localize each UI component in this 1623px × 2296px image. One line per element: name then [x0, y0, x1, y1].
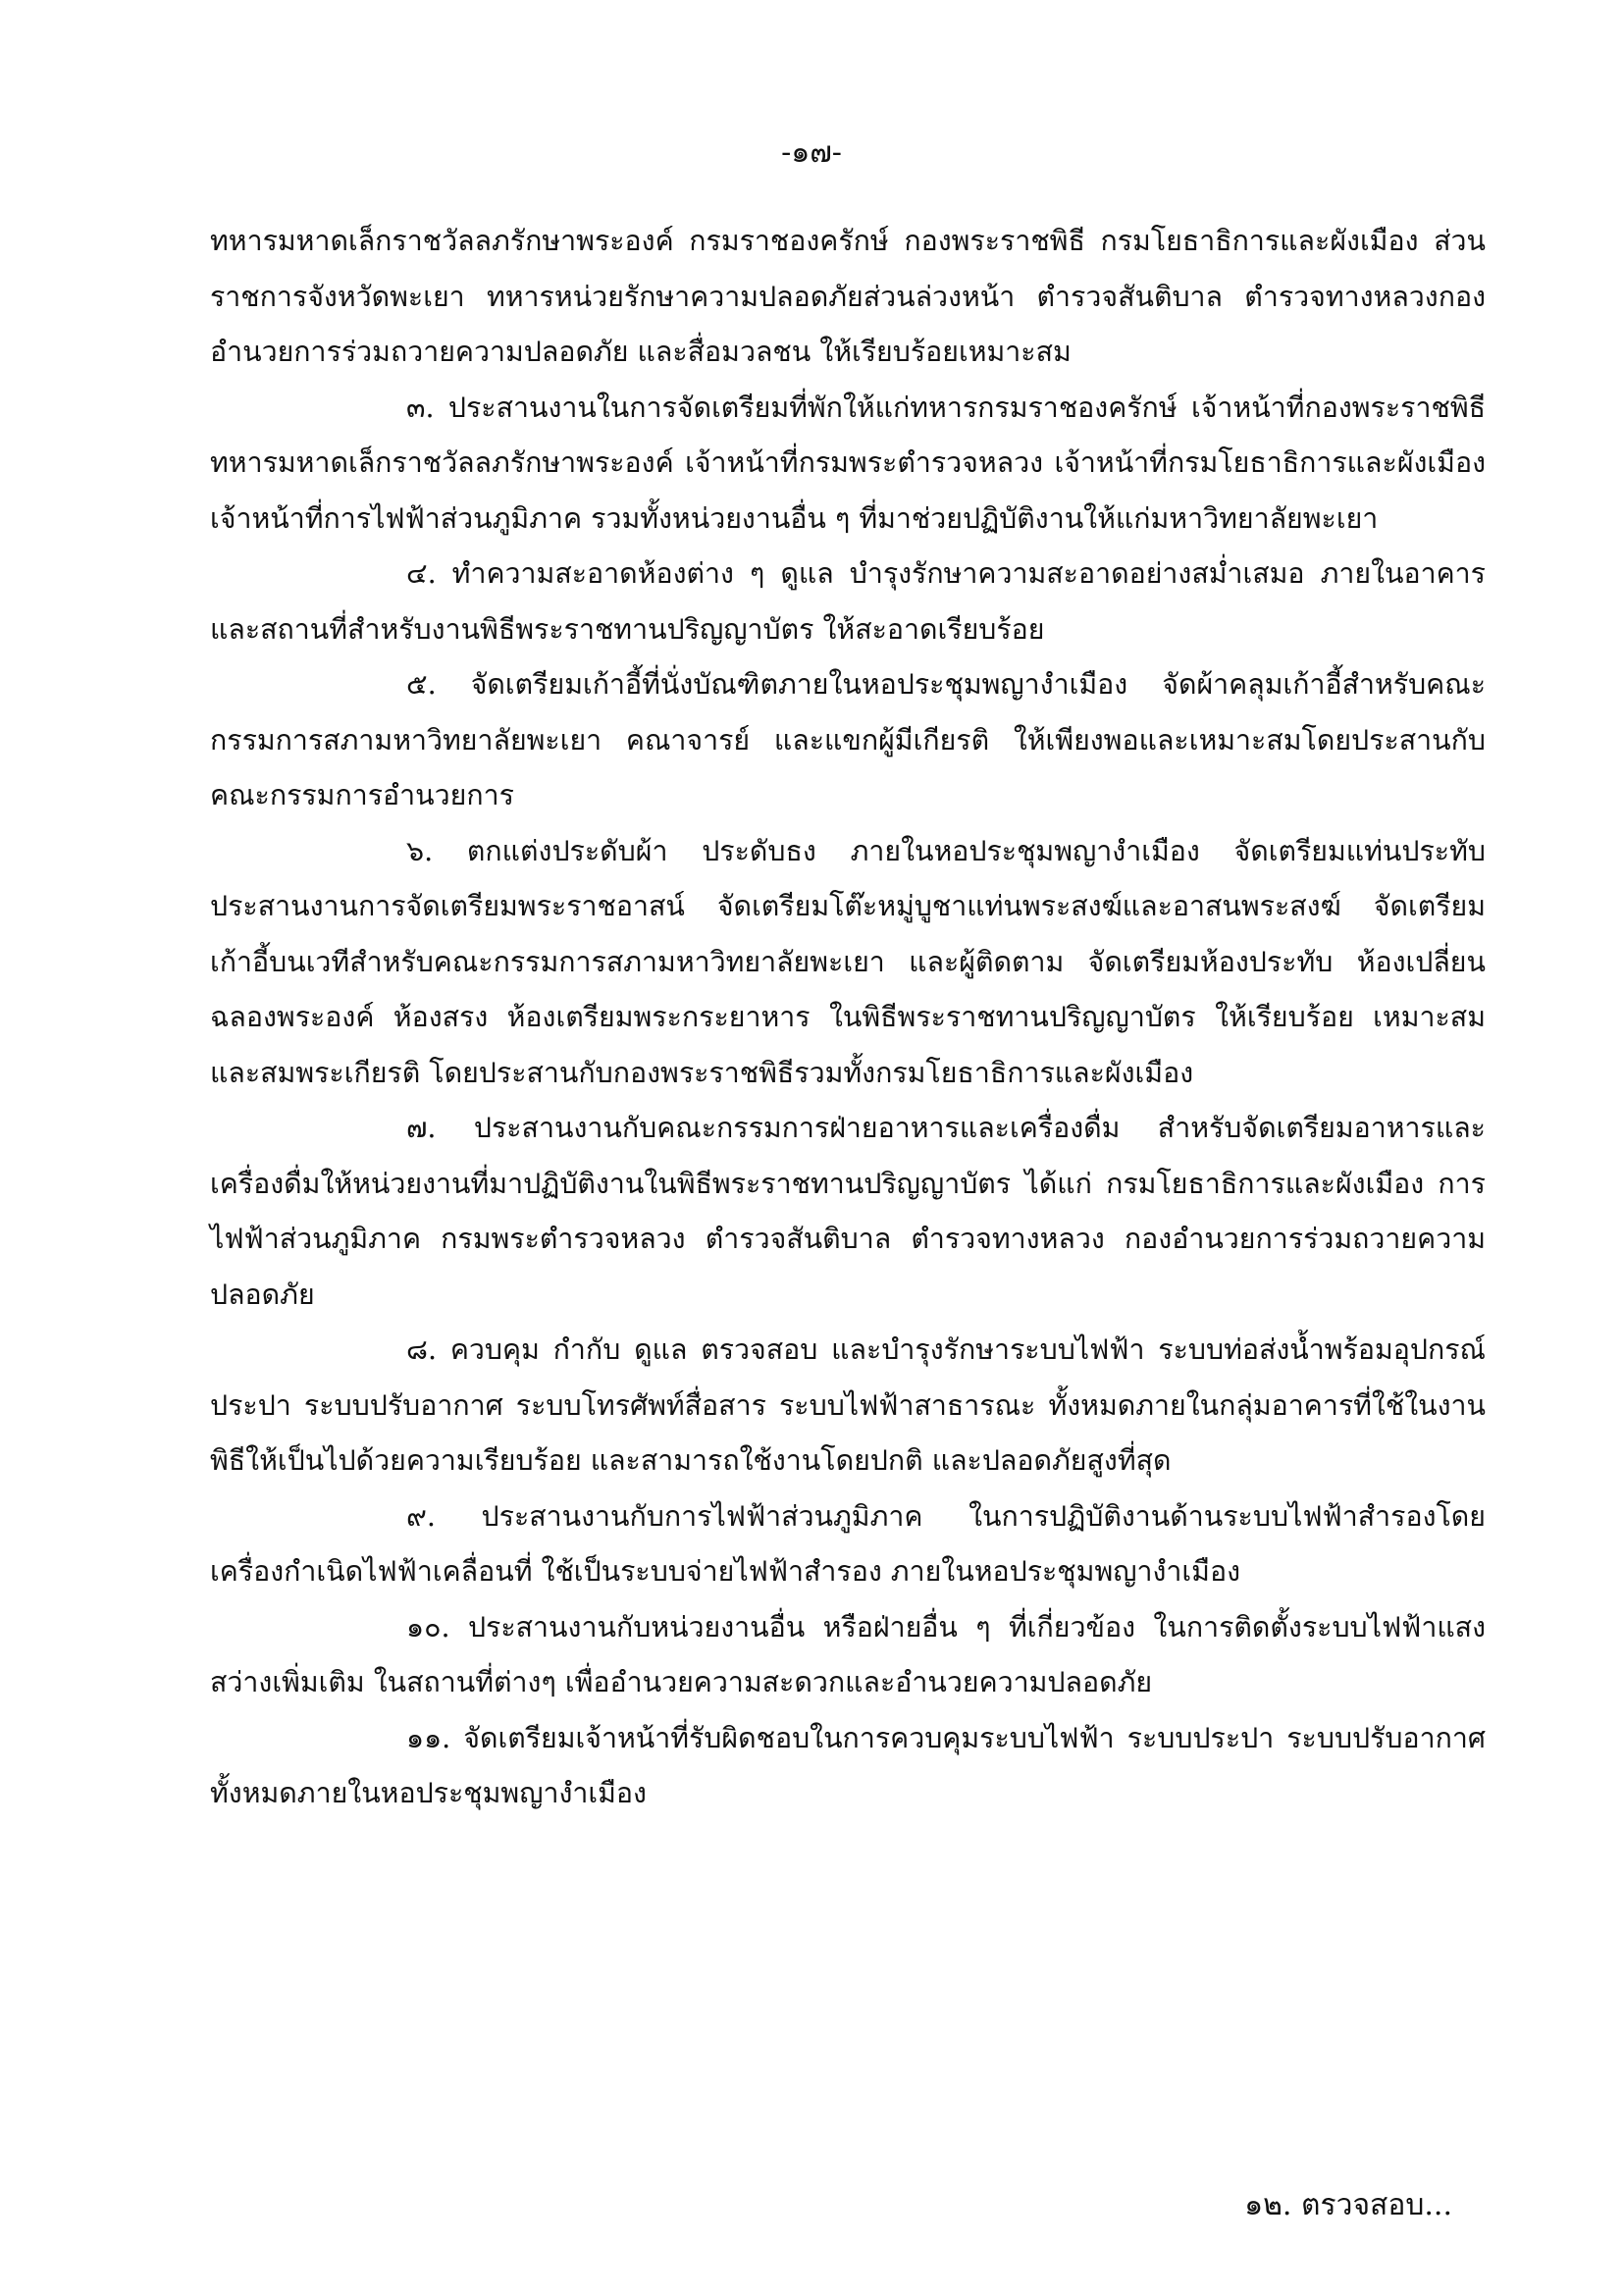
- paragraph-item-5: ๕. จัดเตรียมเก้าอี้ที่นั่งบัณฑิตภายในหอประชุมพญางำเมือง จัดผ้าคลุมเก้าอี้สำหรับคณะกรรมการสภามหาวิทยาลัยพะเยา คณาจารย์ และแขกผู้มีเกียรติ ให้เพียงพอและเหมาะสมโดยประสานกับคณะกรรมการอำนวยการ: [210, 668, 1486, 811]
- continuation-note: ๑๒. ตรวจสอบ...: [1244, 2188, 1452, 2222]
- paragraph-item-6: ๖. ตกแต่งประดับผ้า ประดับธง ภายในหอประชุมพญางำเมือง จัดเตรียมแท่นประทับ ประสานงานการจัดเตรียมพระราชอาสน์ จัดเตรียมโต๊ะหมู่บูชาแท่นพระสงฆ์และอาสนพระสงฆ์ จัดเตรียมเก้าอี้บนเวทีสำหรับคณะกรรมการสภามหาวิทยาลัยพะเยา และผู้ติดตาม จัดเตรียมห้องประทับ ห้องเปลี่ยนฉลองพระองค์ ห้องสรง ห้องเตรียมพระกระยาหาร ในพิธีพระราชทานปริญญาบัตร ให้เรียบร้อย เหมาะสม และสมพระเกียรติ โดยประสานกับกองพระราชพิธีรวมทั้งกรมโยธาธิการและผังเมือง: [210, 834, 1486, 1089]
- document-body: [210, 214, 1486, 1822]
- paragraph-item-11: ๑๑. จัดเตรียมเจ้าหน้าที่รับผิดชอบในการควบคุมระบบไฟฟ้า ระบบประปา ระบบปรับอากาศทั้งหมดภายในหอประชุมพญางำเมือง: [210, 1721, 1486, 1809]
- paragraph-item-4: ๔. ทำความสะอาดห้องต่าง ๆ ดูแล บำรุงรักษาความสะอาดอย่างสม่ำเสมอ ภายในอาคารและสถานที่สำหรับงานพิธีพระราชทานปริญญาบัตร ให้สะอาดเรียบร้อย: [210, 557, 1486, 646]
- paragraph-item-10: ๑๐. ประสานงานกับหน่วยงานอื่น หรือฝ่ายอื่น ๆ ที่เกี่ยวข้อง ในการติดตั้งระบบไฟฟ้าแสงสว่างเพิ่มเติม ในสถานที่ต่างๆ เพื่ออำนวยความสะดวกและอำนวยความปลอดภัย: [210, 1610, 1486, 1698]
- page-number: -๑๗-: [781, 135, 842, 170]
- paragraph-intro: ทหารมหาดเล็กราชวัลลภรักษาพระองค์ กรมราชองครักษ์ กองพระราชพิธี กรมโยธาธิการและผังเมือง ส่วนราชการจังหวัดพะเยา ทหารหน่วยรักษาความปลอดภัยส่วนล่วงหน้า ตำรวจสันติบาล ตำรวจทางหลวงกองอำนวยการร่วมถวายความปลอดภัย และสื่อมวลชน ให้เรียบร้อยเหมาะสม: [210, 225, 1486, 368]
- paragraph-item-9: ๙. ประสานงานกับการไฟฟ้าส่วนภูมิภาค ในการปฏิบัติงานด้านระบบไฟฟ้าสำรองโดยเครื่องกำเนิดไฟฟ้าเคลื่อนที่ ใช้เป็นระบบจ่ายไฟฟ้าสำรอง ภายในหอประชุมพญางำเมือง: [210, 1499, 1486, 1588]
- paragraph-item-8: ๘. ควบคุม กำกับ ดูแล ตรวจสอบ และบำรุงรักษาระบบไฟฟ้า ระบบท่อส่งน้ำพร้อมอุปกรณ์ประปา ระบบปรับอากาศ ระบบโทรศัพท์สื่อสาร ระบบไฟฟ้าสาธารณะ ทั้งหมดภายในกลุ่มอาคารที่ใช้ในงานพิธีให้เป็นไปด้วยความเรียบร้อย และสามารถใช้งานโดยปกติ และปลอดภัยสูงที่สุด: [210, 1333, 1486, 1477]
- paragraph-item-3: ๓. ประสานงานในการจัดเตรียมที่พักให้แก่ทหารกรมราชองครักษ์ เจ้าหน้าที่กองพระราชพิธี ทหารมหาดเล็กราชวัลลภรักษาพระองค์ เจ้าหน้าที่กรมพระตำรวจหลวง เจ้าหน้าที่กรมโยธาธิการและผังเมือง เจ้าหน้าที่การไฟฟ้าส่วนภูมิภาค รวมทั้งหน่วยงานอื่น ๆ ที่มาช่วยปฏิบัติงานให้แก่มหาวิทยาลัยพะเยา: [210, 391, 1486, 535]
- paragraph-item-7: ๗. ประสานงานกับคณะกรรมการฝ่ายอาหารและเครื่องดื่ม สำหรับจัดเตรียมอาหารและเครื่องดื่มให้หน่วยงานที่มาปฏิบัติงานในพิธีพระราชทานปริญญาบัตร ได้แก่ กรมโยธาธิการและผังเมือง การไฟฟ้าส่วนภูมิภาค กรมพระตำรวจหลวง ตำรวจสันติบาล ตำรวจทางหลวง กองอำนวยการร่วมถวายความปลอดภัย: [210, 1112, 1486, 1311]
